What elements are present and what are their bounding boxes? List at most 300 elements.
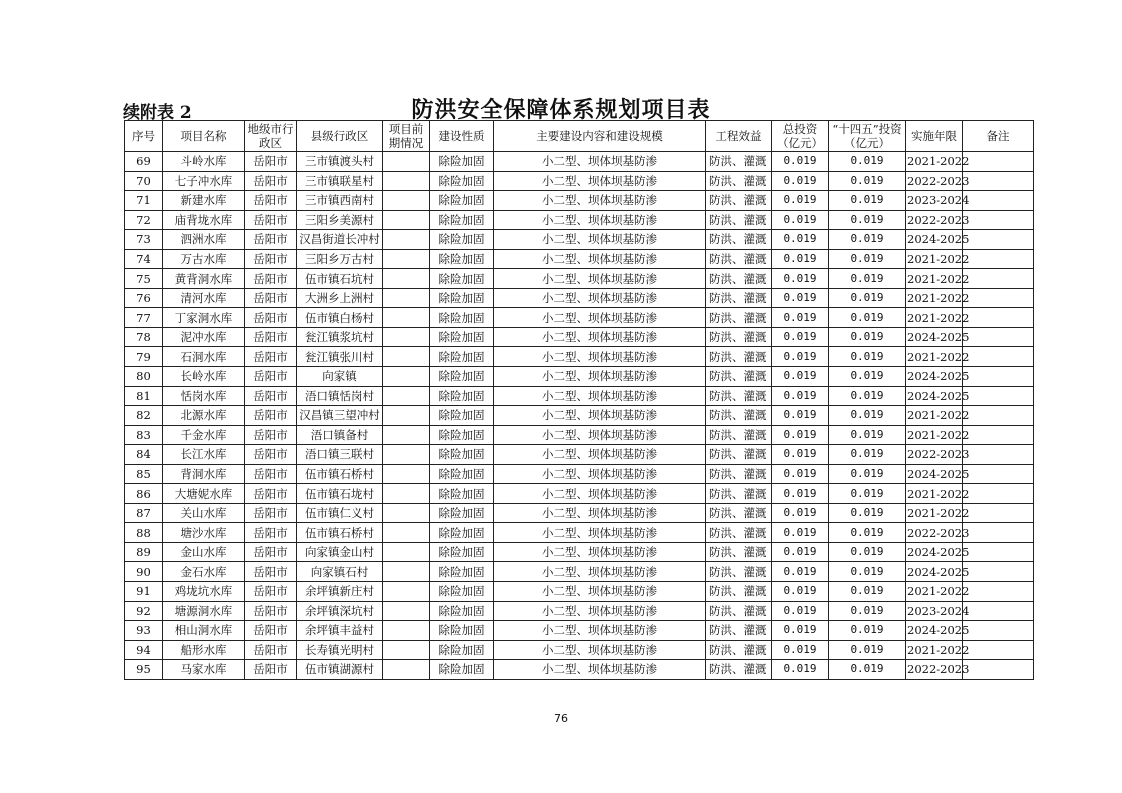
cell-county: 向家镇金山村 bbox=[297, 542, 383, 562]
cell-main-content: 小二型、坝体坝基防渗 bbox=[494, 269, 706, 289]
cell-project-name: 长岭水库 bbox=[163, 367, 245, 387]
cell-county: 伍市镇白杨村 bbox=[297, 308, 383, 328]
cell-main-content: 小二型、坝体坝基防渗 bbox=[494, 660, 706, 680]
cell-construction-type: 除险加固 bbox=[430, 367, 494, 387]
table-row bbox=[125, 308, 1034, 328]
cell-benefit: 防洪、灌溉 bbox=[706, 269, 772, 289]
cell-index: 91 bbox=[125, 582, 163, 602]
cell-city: 岳阳市 bbox=[245, 445, 297, 465]
cell-preliminary bbox=[383, 523, 430, 543]
table-row bbox=[125, 582, 1034, 602]
cell-period: 2024-2025 bbox=[906, 542, 963, 562]
cell-index: 86 bbox=[125, 484, 163, 504]
cell-county: 伍市镇仁义村 bbox=[297, 503, 383, 523]
cell-project-name: 关山水库 bbox=[163, 503, 245, 523]
cell-county: 三阳乡万古村 bbox=[297, 249, 383, 269]
cell-construction-type: 除险加固 bbox=[430, 660, 494, 680]
cell-construction-type: 除险加固 bbox=[430, 640, 494, 660]
cell-14th-investment: 0.019 bbox=[829, 367, 906, 387]
cell-index: 75 bbox=[125, 269, 163, 289]
cell-remarks bbox=[963, 601, 1034, 621]
cell-construction-type: 除险加固 bbox=[430, 601, 494, 621]
cell-benefit: 防洪、灌溉 bbox=[706, 152, 772, 172]
cell-14th-investment: 0.019 bbox=[829, 484, 906, 504]
cell-project-name: 泥冲水库 bbox=[163, 327, 245, 347]
table-row bbox=[125, 503, 1034, 523]
cell-county: 浯口镇恬岗村 bbox=[297, 386, 383, 406]
cell-total-investment: 0.019 bbox=[772, 347, 829, 367]
cell-main-content: 小二型、坝体坝基防渗 bbox=[494, 542, 706, 562]
cell-preliminary bbox=[383, 660, 430, 680]
header-index: 序号 bbox=[125, 121, 163, 152]
cell-construction-type: 除险加固 bbox=[430, 386, 494, 406]
cell-benefit: 防洪、灌溉 bbox=[706, 386, 772, 406]
cell-total-investment: 0.019 bbox=[772, 484, 829, 504]
cell-city: 岳阳市 bbox=[245, 210, 297, 230]
cell-main-content: 小二型、坝体坝基防渗 bbox=[494, 484, 706, 504]
cell-city: 岳阳市 bbox=[245, 542, 297, 562]
cell-main-content: 小二型、坝体坝基防渗 bbox=[494, 425, 706, 445]
cell-remarks bbox=[963, 542, 1034, 562]
cell-index: 78 bbox=[125, 327, 163, 347]
table-header-row bbox=[125, 121, 1034, 152]
cell-period: 2024-2025 bbox=[906, 621, 963, 641]
cell-construction-type: 除险加固 bbox=[430, 523, 494, 543]
cell-main-content: 小二型、坝体坝基防渗 bbox=[494, 171, 706, 191]
cell-project-name: 恬岗水库 bbox=[163, 386, 245, 406]
cell-benefit: 防洪、灌溉 bbox=[706, 171, 772, 191]
cell-period: 2021-2022 bbox=[906, 406, 963, 426]
cell-project-name: 背洞水库 bbox=[163, 464, 245, 484]
cell-index: 69 bbox=[125, 152, 163, 172]
cell-total-investment: 0.019 bbox=[772, 269, 829, 289]
table-row bbox=[125, 640, 1034, 660]
cell-construction-type: 除险加固 bbox=[430, 152, 494, 172]
cell-index: 71 bbox=[125, 191, 163, 211]
cell-project-name: 大塘妮水库 bbox=[163, 484, 245, 504]
cell-14th-investment: 0.019 bbox=[829, 640, 906, 660]
cell-county: 伍市镇石坑村 bbox=[297, 269, 383, 289]
header-remarks: 备注 bbox=[963, 121, 1034, 152]
cell-index: 79 bbox=[125, 347, 163, 367]
cell-remarks bbox=[963, 523, 1034, 543]
cell-14th-investment: 0.019 bbox=[829, 308, 906, 328]
cell-14th-investment: 0.019 bbox=[829, 191, 906, 211]
cell-project-name: 鸡垅坑水库 bbox=[163, 582, 245, 602]
table-row bbox=[125, 464, 1034, 484]
cell-county: 三市镇联星村 bbox=[297, 171, 383, 191]
cell-index: 84 bbox=[125, 445, 163, 465]
cell-14th-investment: 0.019 bbox=[829, 601, 906, 621]
cell-remarks bbox=[963, 152, 1034, 172]
cell-county: 余坪镇丰益村 bbox=[297, 621, 383, 641]
header-total-investment: 总投资（亿元） bbox=[772, 121, 829, 152]
cell-preliminary bbox=[383, 640, 430, 660]
cell-city: 岳阳市 bbox=[245, 582, 297, 602]
cell-index: 92 bbox=[125, 601, 163, 621]
cell-preliminary bbox=[383, 601, 430, 621]
cell-index: 90 bbox=[125, 562, 163, 582]
table-row bbox=[125, 484, 1034, 504]
cell-project-name: 塘源洞水库 bbox=[163, 601, 245, 621]
cell-main-content: 小二型、坝体坝基防渗 bbox=[494, 191, 706, 211]
cell-period: 2022-2023 bbox=[906, 210, 963, 230]
cell-period: 2024-2025 bbox=[906, 562, 963, 582]
cell-project-name: 丁家洞水库 bbox=[163, 308, 245, 328]
cell-14th-investment: 0.019 bbox=[829, 230, 906, 250]
cell-remarks bbox=[963, 386, 1034, 406]
cell-city: 岳阳市 bbox=[245, 425, 297, 445]
cell-total-investment: 0.019 bbox=[772, 308, 829, 328]
cell-city: 岳阳市 bbox=[245, 601, 297, 621]
cell-city: 岳阳市 bbox=[245, 269, 297, 289]
cell-period: 2021-2022 bbox=[906, 640, 963, 660]
cell-period: 2023-2024 bbox=[906, 601, 963, 621]
header-county: 县级行政区 bbox=[297, 121, 383, 152]
cell-index: 80 bbox=[125, 367, 163, 387]
cell-benefit: 防洪、灌溉 bbox=[706, 347, 772, 367]
cell-14th-investment: 0.019 bbox=[829, 171, 906, 191]
cell-14th-investment: 0.019 bbox=[829, 425, 906, 445]
cell-county: 汉昌镇三望冲村 bbox=[297, 406, 383, 426]
table-row bbox=[125, 327, 1034, 347]
cell-benefit: 防洪、灌溉 bbox=[706, 660, 772, 680]
table-row bbox=[125, 210, 1034, 230]
cell-remarks bbox=[963, 308, 1034, 328]
cell-remarks bbox=[963, 367, 1034, 387]
page-title: 防洪安全保障体系规划项目表 bbox=[411, 97, 711, 123]
cell-14th-investment: 0.019 bbox=[829, 445, 906, 465]
cell-county: 余坪镇新庄村 bbox=[297, 582, 383, 602]
cell-benefit: 防洪、灌溉 bbox=[706, 503, 772, 523]
header-14th-investment: “十四五”投资（亿元） bbox=[829, 121, 906, 152]
cell-total-investment: 0.019 bbox=[772, 191, 829, 211]
cell-county: 瓮江镇浆坑村 bbox=[297, 327, 383, 347]
cell-remarks bbox=[963, 640, 1034, 660]
cell-index: 83 bbox=[125, 425, 163, 445]
cell-construction-type: 除险加固 bbox=[430, 484, 494, 504]
cell-city: 岳阳市 bbox=[245, 327, 297, 347]
cell-remarks bbox=[963, 445, 1034, 465]
cell-construction-type: 除险加固 bbox=[430, 191, 494, 211]
cell-total-investment: 0.019 bbox=[772, 230, 829, 250]
cell-period: 2022-2023 bbox=[906, 445, 963, 465]
cell-main-content: 小二型、坝体坝基防渗 bbox=[494, 386, 706, 406]
cell-period: 2024-2025 bbox=[906, 327, 963, 347]
cell-preliminary bbox=[383, 210, 430, 230]
cell-total-investment: 0.019 bbox=[772, 601, 829, 621]
cell-project-name: 马家水库 bbox=[163, 660, 245, 680]
cell-main-content: 小二型、坝体坝基防渗 bbox=[494, 562, 706, 582]
cell-construction-type: 除险加固 bbox=[430, 308, 494, 328]
header-main-content: 主要建设内容和建设规模 bbox=[494, 121, 706, 152]
cell-total-investment: 0.019 bbox=[772, 152, 829, 172]
cell-project-name: 金山水库 bbox=[163, 542, 245, 562]
cell-benefit: 防洪、灌溉 bbox=[706, 210, 772, 230]
cell-preliminary bbox=[383, 425, 430, 445]
cell-period: 2022-2023 bbox=[906, 523, 963, 543]
cell-city: 岳阳市 bbox=[245, 367, 297, 387]
cell-project-name: 北源水库 bbox=[163, 406, 245, 426]
cell-main-content: 小二型、坝体坝基防渗 bbox=[494, 582, 706, 602]
cell-total-investment: 0.019 bbox=[772, 582, 829, 602]
table-row bbox=[125, 152, 1034, 172]
cell-index: 70 bbox=[125, 171, 163, 191]
cell-index: 82 bbox=[125, 406, 163, 426]
table-row bbox=[125, 288, 1034, 308]
cell-main-content: 小二型、坝体坝基防渗 bbox=[494, 406, 706, 426]
cell-preliminary bbox=[383, 308, 430, 328]
cell-remarks bbox=[963, 562, 1034, 582]
cell-construction-type: 除险加固 bbox=[430, 230, 494, 250]
cell-benefit: 防洪、灌溉 bbox=[706, 562, 772, 582]
cell-remarks bbox=[963, 347, 1034, 367]
cell-period: 2021-2022 bbox=[906, 582, 963, 602]
table-row bbox=[125, 171, 1034, 191]
cell-period: 2021-2022 bbox=[906, 484, 963, 504]
cell-index: 87 bbox=[125, 503, 163, 523]
cell-main-content: 小二型、坝体坝基防渗 bbox=[494, 445, 706, 465]
cell-main-content: 小二型、坝体坝基防渗 bbox=[494, 621, 706, 641]
cell-project-name: 七子冲水库 bbox=[163, 171, 245, 191]
cell-remarks bbox=[963, 191, 1034, 211]
cell-preliminary bbox=[383, 503, 430, 523]
cell-total-investment: 0.019 bbox=[772, 210, 829, 230]
cell-preliminary bbox=[383, 327, 430, 347]
cell-total-investment: 0.019 bbox=[772, 249, 829, 269]
cell-14th-investment: 0.019 bbox=[829, 327, 906, 347]
cell-14th-investment: 0.019 bbox=[829, 269, 906, 289]
cell-city: 岳阳市 bbox=[245, 347, 297, 367]
cell-total-investment: 0.019 bbox=[772, 406, 829, 426]
cell-preliminary bbox=[383, 171, 430, 191]
cell-county: 向家镇 bbox=[297, 367, 383, 387]
cell-project-name: 相山洞水库 bbox=[163, 621, 245, 641]
cell-benefit: 防洪、灌溉 bbox=[706, 542, 772, 562]
cell-remarks bbox=[963, 327, 1034, 347]
cell-total-investment: 0.019 bbox=[772, 386, 829, 406]
cell-remarks bbox=[963, 621, 1034, 641]
cell-period: 2021-2022 bbox=[906, 288, 963, 308]
cell-benefit: 防洪、灌溉 bbox=[706, 582, 772, 602]
cell-project-name: 船形水库 bbox=[163, 640, 245, 660]
cell-total-investment: 0.019 bbox=[772, 425, 829, 445]
cell-benefit: 防洪、灌溉 bbox=[706, 406, 772, 426]
cell-period: 2022-2023 bbox=[906, 171, 963, 191]
cell-total-investment: 0.019 bbox=[772, 327, 829, 347]
table-row bbox=[125, 660, 1034, 680]
cell-index: 81 bbox=[125, 386, 163, 406]
cell-benefit: 防洪、灌溉 bbox=[706, 601, 772, 621]
cell-benefit: 防洪、灌溉 bbox=[706, 249, 772, 269]
header-benefit: 工程效益 bbox=[706, 121, 772, 152]
table-body bbox=[125, 152, 1034, 680]
cell-main-content: 小二型、坝体坝基防渗 bbox=[494, 152, 706, 172]
cell-index: 88 bbox=[125, 523, 163, 543]
cell-county: 伍市镇石桥村 bbox=[297, 464, 383, 484]
cell-benefit: 防洪、灌溉 bbox=[706, 288, 772, 308]
cell-preliminary bbox=[383, 464, 430, 484]
cell-14th-investment: 0.019 bbox=[829, 582, 906, 602]
cell-period: 2021-2022 bbox=[906, 503, 963, 523]
cell-county: 伍市镇石垅村 bbox=[297, 484, 383, 504]
cell-preliminary bbox=[383, 249, 430, 269]
table-row bbox=[125, 386, 1034, 406]
cell-total-investment: 0.019 bbox=[772, 542, 829, 562]
cell-construction-type: 除险加固 bbox=[430, 503, 494, 523]
cell-14th-investment: 0.019 bbox=[829, 464, 906, 484]
cell-total-investment: 0.019 bbox=[772, 464, 829, 484]
cell-main-content: 小二型、坝体坝基防渗 bbox=[494, 640, 706, 660]
table-row bbox=[125, 621, 1034, 641]
cell-14th-investment: 0.019 bbox=[829, 152, 906, 172]
cell-main-content: 小二型、坝体坝基防渗 bbox=[494, 210, 706, 230]
cell-city: 岳阳市 bbox=[245, 562, 297, 582]
cell-index: 93 bbox=[125, 621, 163, 641]
table-row bbox=[125, 269, 1034, 289]
cell-preliminary bbox=[383, 386, 430, 406]
cell-14th-investment: 0.019 bbox=[829, 523, 906, 543]
cell-city: 岳阳市 bbox=[245, 230, 297, 250]
cell-total-investment: 0.019 bbox=[772, 171, 829, 191]
cell-main-content: 小二型、坝体坝基防渗 bbox=[494, 288, 706, 308]
table-row bbox=[125, 542, 1034, 562]
cell-preliminary bbox=[383, 542, 430, 562]
cell-remarks bbox=[963, 288, 1034, 308]
cell-remarks bbox=[963, 582, 1034, 602]
cell-main-content: 小二型、坝体坝基防渗 bbox=[494, 308, 706, 328]
header-project-name: 项目名称 bbox=[163, 121, 245, 152]
cell-construction-type: 除险加固 bbox=[430, 210, 494, 230]
cell-preliminary bbox=[383, 445, 430, 465]
cell-county: 瓮江镇张川村 bbox=[297, 347, 383, 367]
cell-construction-type: 除险加固 bbox=[430, 269, 494, 289]
cell-project-name: 石洞水库 bbox=[163, 347, 245, 367]
page-number: 76 bbox=[554, 712, 568, 725]
cell-14th-investment: 0.019 bbox=[829, 542, 906, 562]
cell-city: 岳阳市 bbox=[245, 523, 297, 543]
cell-city: 岳阳市 bbox=[245, 171, 297, 191]
cell-preliminary bbox=[383, 288, 430, 308]
cell-project-name: 黄背洞水库 bbox=[163, 269, 245, 289]
cell-county: 余坪镇深坑村 bbox=[297, 601, 383, 621]
cell-preliminary bbox=[383, 269, 430, 289]
cell-county: 向家镇石村 bbox=[297, 562, 383, 582]
cell-index: 77 bbox=[125, 308, 163, 328]
cell-main-content: 小二型、坝体坝基防渗 bbox=[494, 464, 706, 484]
cell-index: 76 bbox=[125, 288, 163, 308]
cell-project-name: 泗洲水库 bbox=[163, 230, 245, 250]
cell-remarks bbox=[963, 269, 1034, 289]
cell-project-name: 清河水库 bbox=[163, 288, 245, 308]
cell-preliminary bbox=[383, 367, 430, 387]
cell-construction-type: 除险加固 bbox=[430, 327, 494, 347]
cell-total-investment: 0.019 bbox=[772, 562, 829, 582]
cell-main-content: 小二型、坝体坝基防渗 bbox=[494, 601, 706, 621]
cell-preliminary bbox=[383, 347, 430, 367]
cell-construction-type: 除险加固 bbox=[430, 347, 494, 367]
cell-construction-type: 除险加固 bbox=[430, 406, 494, 426]
cell-period: 2024-2025 bbox=[906, 386, 963, 406]
cell-index: 89 bbox=[125, 542, 163, 562]
cell-period: 2021-2022 bbox=[906, 152, 963, 172]
cell-main-content: 小二型、坝体坝基防渗 bbox=[494, 367, 706, 387]
table-row bbox=[125, 191, 1034, 211]
cell-remarks bbox=[963, 484, 1034, 504]
cell-city: 岳阳市 bbox=[245, 464, 297, 484]
cell-preliminary bbox=[383, 152, 430, 172]
cell-city: 岳阳市 bbox=[245, 621, 297, 641]
cell-period: 2021-2022 bbox=[906, 249, 963, 269]
table-row bbox=[125, 601, 1034, 621]
cell-benefit: 防洪、灌溉 bbox=[706, 621, 772, 641]
cell-14th-investment: 0.019 bbox=[829, 210, 906, 230]
cell-14th-investment: 0.019 bbox=[829, 249, 906, 269]
table-row bbox=[125, 425, 1034, 445]
cell-main-content: 小二型、坝体坝基防渗 bbox=[494, 230, 706, 250]
cell-14th-investment: 0.019 bbox=[829, 288, 906, 308]
cell-county: 伍市镇湖源村 bbox=[297, 660, 383, 680]
cell-main-content: 小二型、坝体坝基防渗 bbox=[494, 249, 706, 269]
cell-total-investment: 0.019 bbox=[772, 660, 829, 680]
cell-remarks bbox=[963, 249, 1034, 269]
cell-city: 岳阳市 bbox=[245, 484, 297, 504]
cell-project-name: 万古水库 bbox=[163, 249, 245, 269]
cell-project-name: 千金水库 bbox=[163, 425, 245, 445]
cell-remarks bbox=[963, 425, 1034, 445]
cell-county: 三阳乡美源村 bbox=[297, 210, 383, 230]
cell-benefit: 防洪、灌溉 bbox=[706, 308, 772, 328]
cell-period: 2024-2025 bbox=[906, 367, 963, 387]
cell-14th-investment: 0.019 bbox=[829, 406, 906, 426]
cell-construction-type: 除险加固 bbox=[430, 288, 494, 308]
cell-city: 岳阳市 bbox=[245, 640, 297, 660]
cell-city: 岳阳市 bbox=[245, 288, 297, 308]
cell-period: 2021-2022 bbox=[906, 425, 963, 445]
cell-benefit: 防洪、灌溉 bbox=[706, 230, 772, 250]
cell-period: 2021-2022 bbox=[906, 308, 963, 328]
cell-county: 伍市镇石桥村 bbox=[297, 523, 383, 543]
cell-construction-type: 除险加固 bbox=[430, 171, 494, 191]
cell-project-name: 新建水库 bbox=[163, 191, 245, 211]
cell-period: 2021-2022 bbox=[906, 269, 963, 289]
cell-remarks bbox=[963, 464, 1034, 484]
cell-city: 岳阳市 bbox=[245, 660, 297, 680]
cell-total-investment: 0.019 bbox=[772, 503, 829, 523]
cell-project-name: 庙背垅水库 bbox=[163, 210, 245, 230]
cell-project-name: 金石水库 bbox=[163, 562, 245, 582]
cell-preliminary bbox=[383, 562, 430, 582]
cell-construction-type: 除险加固 bbox=[430, 582, 494, 602]
cell-city: 岳阳市 bbox=[245, 152, 297, 172]
table-caption: 续附表 2 bbox=[123, 103, 192, 123]
project-table bbox=[124, 120, 1034, 680]
cell-remarks bbox=[963, 406, 1034, 426]
cell-14th-investment: 0.019 bbox=[829, 660, 906, 680]
cell-total-investment: 0.019 bbox=[772, 445, 829, 465]
cell-county: 浯口镇三联村 bbox=[297, 445, 383, 465]
cell-total-investment: 0.019 bbox=[772, 621, 829, 641]
cell-benefit: 防洪、灌溉 bbox=[706, 191, 772, 211]
cell-benefit: 防洪、灌溉 bbox=[706, 523, 772, 543]
cell-construction-type: 除险加固 bbox=[430, 464, 494, 484]
cell-period: 2023-2024 bbox=[906, 191, 963, 211]
table-row bbox=[125, 562, 1034, 582]
table-row bbox=[125, 347, 1034, 367]
cell-index: 94 bbox=[125, 640, 163, 660]
cell-county: 汉昌街道长冲村 bbox=[297, 230, 383, 250]
cell-preliminary bbox=[383, 406, 430, 426]
